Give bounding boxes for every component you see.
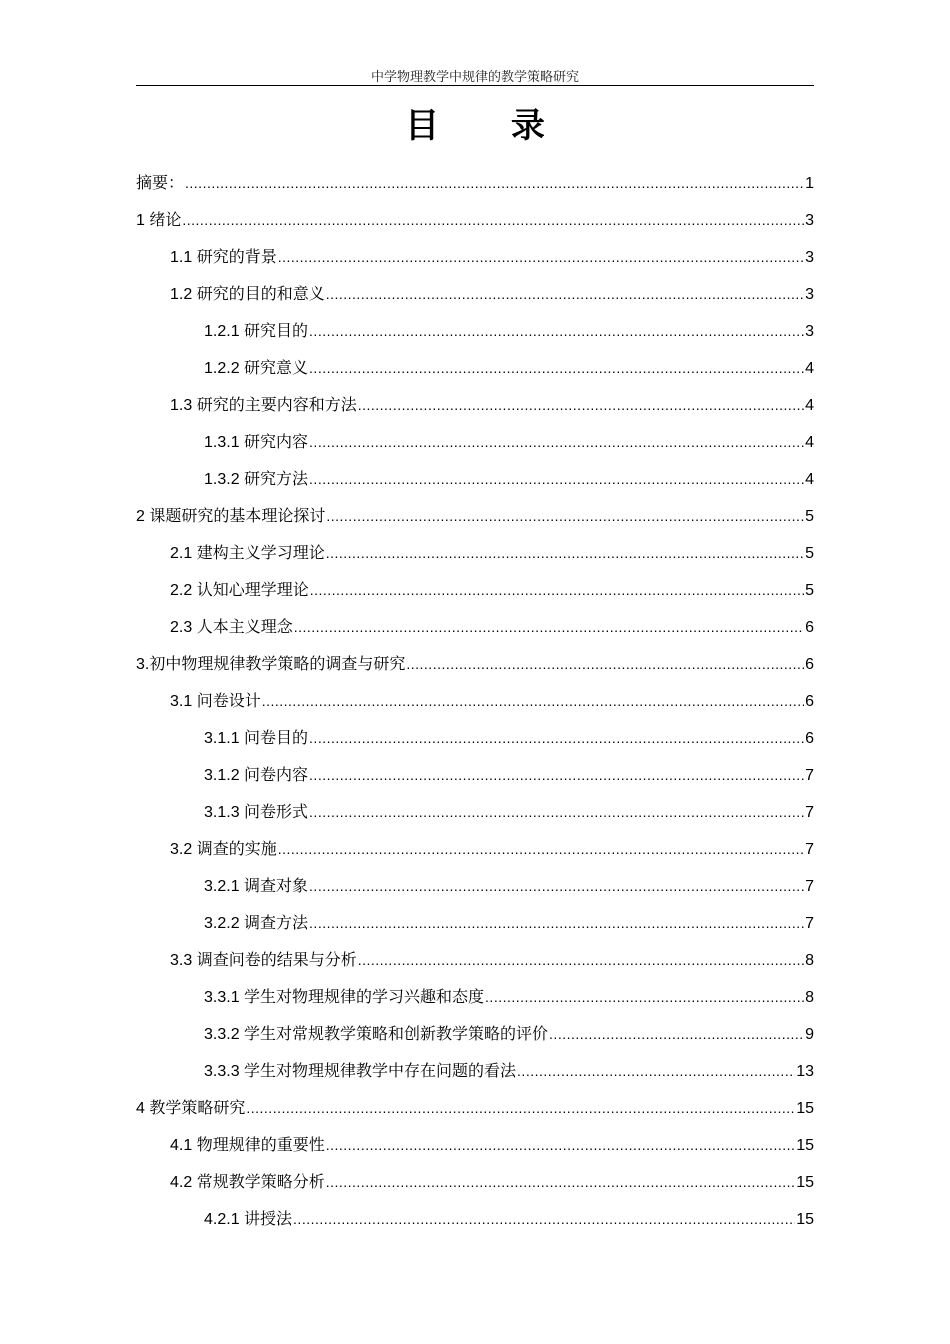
toc-title: 目 录	[405, 106, 575, 146]
toc-entry[interactable]	[204, 762, 814, 786]
toc-page-number: 7	[805, 915, 814, 932]
toc-leader-dots	[406, 656, 804, 672]
toc-entry[interactable]	[170, 540, 814, 564]
toc-entry[interactable]	[204, 429, 814, 453]
toc-entry-label: 4.1 物理规律的重要性	[170, 1137, 325, 1154]
toc-entry[interactable]	[204, 1058, 814, 1082]
toc-entry-label: 1.1 研究的背景	[170, 249, 277, 266]
toc-page-number: 4	[805, 397, 814, 414]
toc-entry-label: 2.2 认知心理学理论	[170, 582, 309, 599]
toc-entry-label: 3.2.1 调查对象	[204, 878, 309, 895]
toc-entry[interactable]	[170, 392, 814, 416]
toc-page-number: 6	[805, 656, 814, 673]
toc-leader-dots	[549, 1026, 804, 1042]
toc-entry[interactable]	[170, 244, 814, 268]
toc-entry[interactable]	[170, 836, 814, 860]
toc-entry-label: 3.3.1 学生对物理规律的学习兴趣和态度	[204, 989, 485, 1006]
toc-leader-dots	[309, 360, 804, 376]
toc-entry-label: 3.3.3 学生对物理规律教学中存在问题的看法	[204, 1063, 517, 1080]
toc-entry[interactable]	[136, 1095, 814, 1119]
toc-entry-label: 4 教学策略研究	[136, 1100, 246, 1117]
toc-entry[interactable]	[204, 355, 814, 379]
toc-entry-label: 1.3.2 研究方法	[204, 471, 309, 488]
toc-entry[interactable]	[136, 207, 814, 231]
toc-page-number: 5	[805, 582, 814, 599]
toc-leader-dots	[309, 915, 804, 931]
toc-entry[interactable]	[170, 281, 814, 305]
toc-page-number: 15	[796, 1211, 814, 1228]
toc-leader-dots	[246, 1100, 795, 1116]
toc-page-number: 3	[805, 212, 814, 229]
toc-page-number: 7	[805, 767, 814, 784]
toc-page-number: 7	[805, 804, 814, 821]
toc-page-number: 15	[796, 1137, 814, 1154]
toc-entry-label: 1.2 研究的目的和意义	[170, 286, 325, 303]
toc-entry[interactable]	[170, 1169, 814, 1193]
toc-leader-dots	[182, 212, 804, 228]
toc-leader-dots	[309, 730, 804, 746]
toc-entry-label: 4.2.1 讲授法	[204, 1211, 293, 1228]
toc-page-number: 4	[805, 434, 814, 451]
toc-entry[interactable]	[204, 984, 814, 1008]
toc-entry[interactable]	[136, 503, 814, 527]
toc-entry[interactable]	[204, 910, 814, 934]
toc-leader-dots	[358, 952, 804, 968]
toc-page-number: 1	[805, 175, 814, 192]
toc-page-number: 6	[805, 730, 814, 747]
toc-page-number: 15	[796, 1174, 814, 1191]
toc-page-number: 15	[796, 1100, 814, 1117]
toc-entry-label: 1 绪论	[136, 212, 182, 229]
toc-leader-dots	[326, 508, 804, 524]
toc-entry[interactable]	[204, 318, 814, 342]
running-header: 中学物理教学中规律的教学策略研究	[370, 70, 579, 85]
toc-leader-dots	[326, 545, 804, 561]
toc-entry-label: 1.3 研究的主要内容和方法	[170, 397, 357, 414]
toc-entry[interactable]	[204, 799, 814, 823]
toc-entry-label: 3.1.2 问卷内容	[204, 767, 309, 784]
toc-leader-dots	[358, 397, 804, 413]
toc-page-number: 6	[805, 693, 814, 710]
toc-leader-dots	[326, 286, 804, 302]
toc-entry[interactable]	[136, 651, 814, 675]
toc-page-number: 5	[805, 508, 814, 525]
toc-entry[interactable]	[170, 614, 814, 638]
toc-page-number: 4	[805, 360, 814, 377]
toc-entry-label: 3.1.1 问卷目的	[204, 730, 309, 747]
toc-entry-label: 1.2.1 研究目的	[204, 323, 309, 340]
toc-leader-dots	[293, 1211, 795, 1227]
toc-entry[interactable]	[204, 873, 814, 897]
toc-entry-label: 3.1 问卷设计	[170, 693, 261, 710]
toc-entry-label: 1.2.2 研究意义	[204, 360, 309, 377]
toc-entry[interactable]	[170, 947, 814, 971]
toc-leader-dots	[309, 323, 804, 339]
toc-entry-label: 1.3.1 研究内容	[204, 434, 309, 451]
toc-page-number: 7	[805, 841, 814, 858]
toc-entry-label: 3.2 调查的实施	[170, 841, 277, 858]
toc-entry-label: 2.1 建构主义学习理论	[170, 545, 325, 562]
toc-page-number: 9	[805, 1026, 814, 1043]
toc-page-number: 13	[796, 1063, 814, 1080]
toc-leader-dots	[309, 434, 804, 450]
toc-entry[interactable]	[204, 1021, 814, 1045]
toc-page-number: 3	[805, 323, 814, 340]
toc-leader-dots	[517, 1063, 795, 1079]
toc-page-number: 7	[805, 878, 814, 895]
toc-page-number: 8	[805, 989, 814, 1006]
toc-entry[interactable]	[170, 577, 814, 601]
toc-entry-label: 2.3 人本主义理念	[170, 619, 293, 636]
toc-leader-dots	[294, 619, 804, 635]
toc-entry[interactable]	[170, 1132, 814, 1156]
toc-entry-label: 4.2 常规教学策略分析	[170, 1174, 325, 1191]
toc-entry[interactable]	[170, 688, 814, 712]
toc-entry-label: 3.3 调查问卷的结果与分析	[170, 952, 357, 969]
toc-leader-dots	[309, 767, 804, 783]
toc-entry-label: 3.1.3 问卷形式	[204, 804, 309, 821]
toc-leader-dots	[485, 989, 804, 1005]
toc-entry[interactable]	[204, 725, 814, 749]
toc-page-number: 8	[805, 952, 814, 969]
toc-leader-dots	[278, 249, 804, 265]
toc-entry-label: 3.2.2 调查方法	[204, 915, 309, 932]
toc-leader-dots	[185, 175, 804, 191]
toc-entry-label: 摘要：	[136, 175, 185, 192]
toc-leader-dots	[262, 693, 804, 709]
toc-page-number: 6	[805, 619, 814, 636]
toc-leader-dots	[310, 582, 804, 598]
toc-page-number: 5	[805, 545, 814, 562]
toc-entry-label: 3.3.2 学生对常规教学策略和创新教学策略的评价	[204, 1026, 549, 1043]
toc-page-number: 3	[805, 249, 814, 266]
toc-entry-label: 2 课题研究的基本理论探讨	[136, 508, 326, 525]
header-divider	[136, 85, 814, 86]
toc-leader-dots	[309, 804, 804, 820]
toc-leader-dots	[309, 878, 804, 894]
toc-leader-dots	[309, 471, 804, 487]
toc-leader-dots	[326, 1137, 796, 1153]
toc-page-number: 3	[805, 286, 814, 303]
toc-page-number: 4	[805, 471, 814, 488]
toc-entry[interactable]	[204, 1206, 814, 1230]
toc-entry-label: 3.初中物理规律教学策略的调查与研究	[136, 656, 406, 673]
toc-leader-dots	[326, 1174, 796, 1190]
toc-entry[interactable]	[136, 170, 814, 194]
toc-leader-dots	[278, 841, 804, 857]
toc-entry[interactable]	[204, 466, 814, 490]
